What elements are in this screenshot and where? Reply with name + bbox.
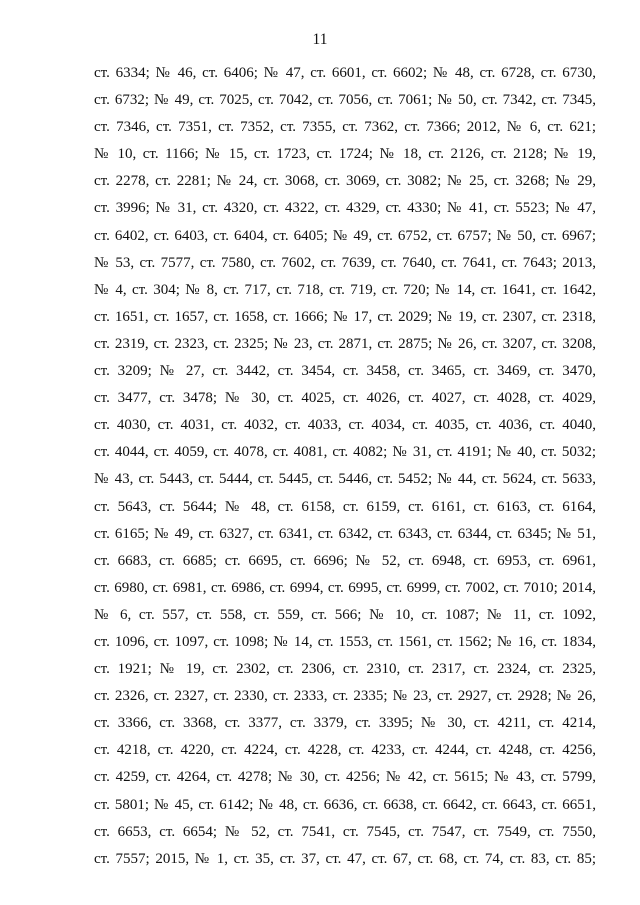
text-line: ст. 6732; № 49, ст. 7025, ст. 7042, ст. 7056, ст. 7061; № 50, ст. 7342, ст. 7345,	[94, 92, 596, 109]
text-line: ст. 6165; № 49, ст. 6327, ст. 6341, ст. 6342, ст. 6343, ст. 6344, ст. 6345; № 51,	[94, 525, 596, 542]
text-line: № 53, ст. 7577, ст. 7580, ст. 7602, ст. 7639, ст. 7640, ст. 7641, ст. 7643; 2013,	[94, 254, 596, 271]
text-line: № 4, ст. 304; № 8, ст. 717, ст. 718, ст. 719, ст. 720; № 14, ст. 1641, ст. 1642,	[94, 281, 596, 298]
text-line: ст. 3477, ст. 3478; № 30, ст. 4025, ст. 4026, ст. 4027, ст. 4028, ст. 4029,	[94, 390, 596, 407]
text-line: ст. 1096, ст. 1097, ст. 1098; № 14, ст. 1553, ст. 1561, ст. 1562; № 16, ст. 1834,	[94, 633, 596, 650]
text-line: ст. 1651, ст. 1657, ст. 1658, ст. 1666; № 17, ст. 2029; № 19, ст. 2307, ст. 2318,	[94, 308, 596, 325]
text-line: ст. 6980, ст. 6981, ст. 6986, ст. 6994, ст. 6995, ст. 6999, ст. 7002, ст. 7010; 2014,	[94, 579, 596, 596]
text-line: ст. 2319, ст. 2323, ст. 2325; № 23, ст. 2871, ст. 2875; № 26, ст. 3207, ст. 3208,	[94, 335, 596, 352]
text-line: ст. 2326, ст. 2327, ст. 2330, ст. 2333, ст. 2335; № 23, ст. 2927, ст. 2928; № 26,	[94, 688, 596, 705]
body-text	[94, 63, 596, 876]
text-line: № 43, ст. 5443, ст. 5444, ст. 5445, ст. 5446, ст. 5452; № 44, ст. 5624, ст. 5633,	[94, 471, 596, 488]
text-line: ст. 2278, ст. 2281; № 24, ст. 3068, ст. 3069, ст. 3082; № 25, ст. 3268; № 29,	[94, 173, 596, 190]
text-line: ст. 4259, ст. 4264, ст. 4278; № 30, ст. 4256; № 42, ст. 5615; № 43, ст. 5799,	[94, 769, 596, 786]
text-line: ст. 5643, ст. 5644; № 48, ст. 6158, ст. 6159, ст. 6161, ст. 6163, ст. 6164,	[94, 498, 596, 515]
text-line: ст. 4030, ст. 4031, ст. 4032, ст. 4033, ст. 4034, ст. 4035, ст. 4036, ст. 4040,	[94, 417, 596, 434]
text-line: ст. 4218, ст. 4220, ст. 4224, ст. 4228, ст. 4233, ст. 4244, ст. 4248, ст. 4256,	[94, 742, 596, 759]
text-line: ст. 6402, ст. 6403, ст. 6404, ст. 6405; № 49, ст. 6752, ст. 6757; № 50, ст. 6967;	[94, 227, 596, 244]
text-line: № 6, ст. 557, ст. 558, ст. 559, ст. 566; № 10, ст. 1087; № 11, ст. 1092,	[94, 606, 596, 623]
text-line: ст. 3209; № 27, ст. 3442, ст. 3454, ст. 3458, ст. 3465, ст. 3469, ст. 3470,	[94, 363, 596, 380]
text-line: № 10, ст. 1166; № 15, ст. 1723, ст. 1724; № 18, ст. 2126, ст. 2128; № 19,	[94, 146, 596, 163]
text-line: ст. 6334; № 46, ст. 6406; № 47, ст. 6601, ст. 6602; № 48, ст. 6728, ст. 6730,	[94, 65, 596, 81]
text-line: ст. 3366, ст. 3368, ст. 3377, ст. 3379, ст. 3395; № 30, ст. 4211, ст. 4214,	[94, 715, 596, 732]
text-line: ст. 7557; 2015, № 1, ст. 35, ст. 37, ст. 47, ст. 67, ст. 68, ст. 74, ст. 83, ст. 85;	[94, 850, 596, 867]
page-number: 11	[312, 31, 328, 48]
text-line: ст. 3996; № 31, ст. 4320, ст. 4322, ст. 4329, ст. 4330; № 41, ст. 5523; № 47,	[94, 200, 596, 217]
text-line: ст. 1921; № 19, ст. 2302, ст. 2306, ст. 2310, ст. 2317, ст. 2324, ст. 2325,	[94, 661, 596, 678]
text-line: ст. 5801; № 45, ст. 6142; № 48, ст. 6636, ст. 6638, ст. 6642, ст. 6643, ст. 6651,	[94, 796, 596, 813]
text-line: ст. 4044, ст. 4059, ст. 4078, ст. 4081, ст. 4082; № 31, ст. 4191; № 40, ст. 5032;	[94, 444, 596, 461]
text-line: ст. 6683, ст. 6685; ст. 6695, ст. 6696; № 52, ст. 6948, ст. 6953, ст. 6961,	[94, 552, 596, 569]
text-line: ст. 6653, ст. 6654; № 52, ст. 7541, ст. 7545, ст. 7547, ст. 7549, ст. 7550,	[94, 823, 596, 840]
text-line: ст. 7346, ст. 7351, ст. 7352, ст. 7355, ст. 7362, ст. 7366; 2012, № 6, ст. 621;	[94, 119, 596, 136]
